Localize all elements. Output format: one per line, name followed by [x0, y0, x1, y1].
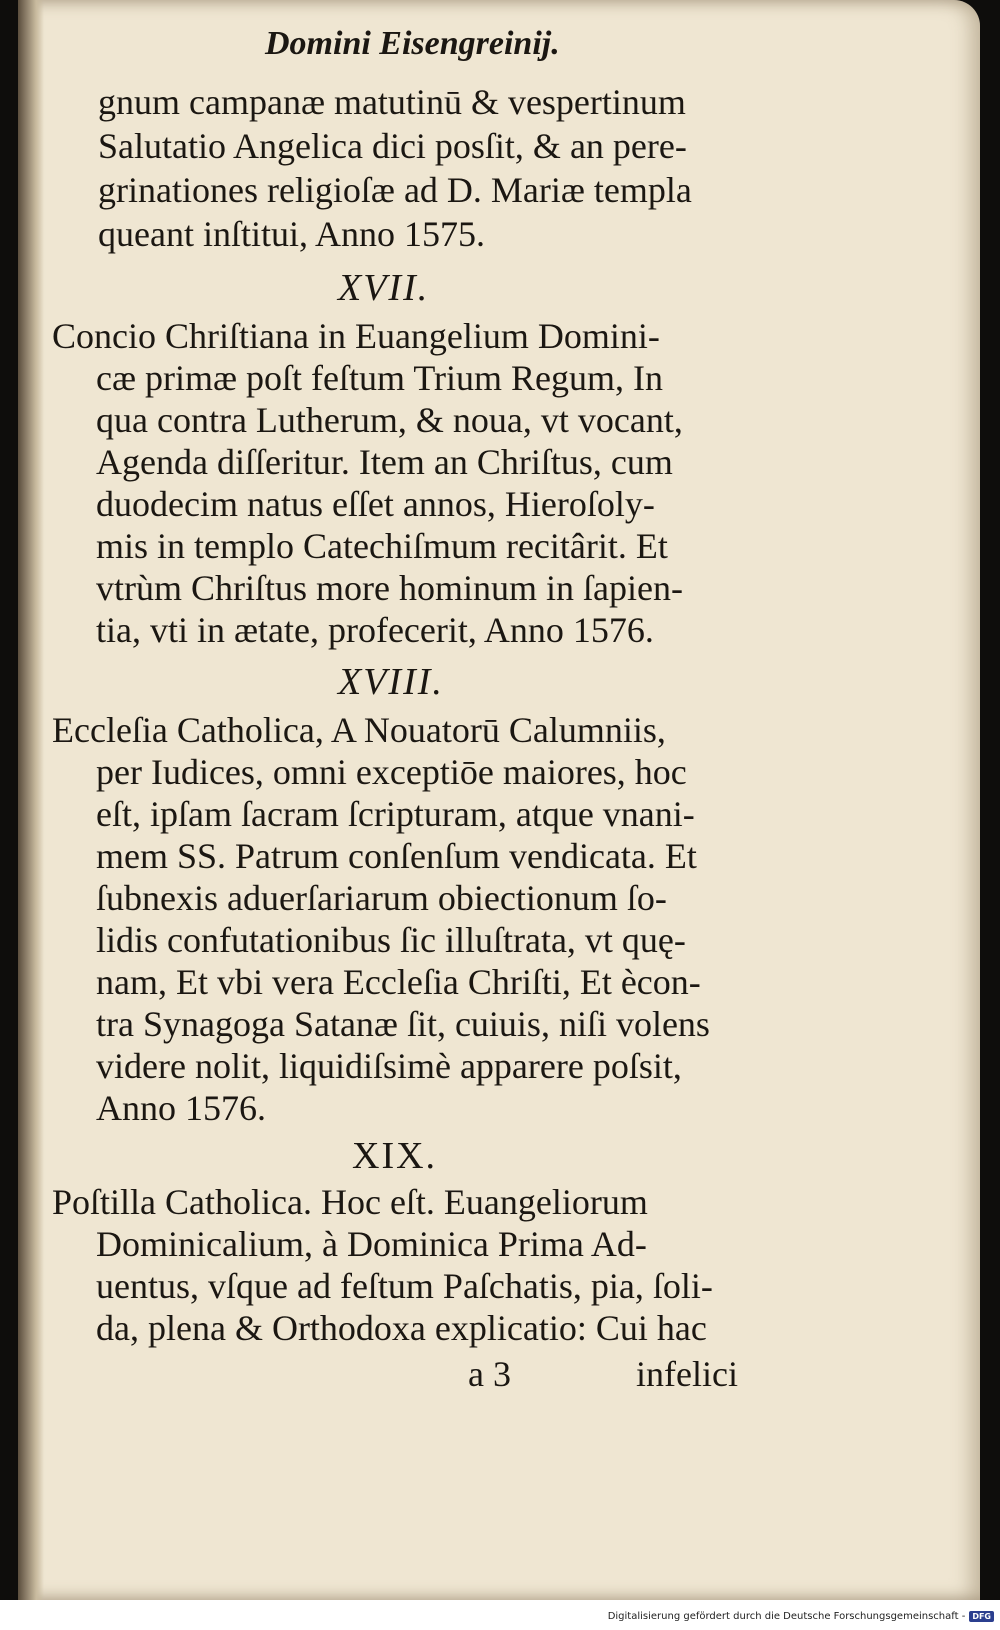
text-line: videre nolit, liquidiſsimè apparere poſsit,: [96, 1046, 682, 1086]
text-line: mem SS. Patrum conſenſum vendicata. Et: [96, 836, 697, 876]
text-line: grinationes religioſæ ad D. Mariæ templa: [98, 170, 692, 210]
text-line: Eccleſia Catholica, A Nouatorū Calumniis,: [52, 710, 666, 750]
footer-text: Digitalisierung gefördert durch die Deutsche Forschungsgemeinschaft -: [607, 1611, 966, 1622]
text-line: Concio Chriſtiana in Euangelium Domini-: [52, 316, 660, 356]
text-line: mis in templo Catechiſmum recitârit. Et: [96, 526, 668, 566]
text-line: tia, vti in ætate, profecerit, Anno 1576.: [96, 610, 654, 650]
text-line: uentus, vſque ad feſtum Paſchatis, pia, ſoli-: [96, 1266, 713, 1306]
text-line: tra Synagoga Satanæ ſit, cuiuis, niſi volens: [96, 1004, 710, 1044]
text-line: Anno 1576.: [96, 1088, 266, 1128]
text-line: ſubnexis aduerſariarum obiectionum ſo-: [96, 878, 667, 918]
text-line: vtrùm Chriſtus more hominum in ſapien-: [96, 568, 683, 608]
text-line: per Iudices, omni exceptiōe maiores, hoc: [96, 752, 687, 792]
text-line: Dominicalium, à Dominica Prima Ad-: [96, 1224, 647, 1264]
running-head: Domini Eisengreinij.: [265, 25, 560, 62]
page-gutter: [18, 0, 44, 1600]
text-line: qua contra Lutherum, & noua, vt vocant,: [96, 400, 683, 440]
dfg-logo[interactable]: DFG: [969, 1611, 994, 1622]
text-line: lidis confutationibus ſic illuſtrata, vt quę-: [96, 920, 686, 960]
section-numeral: XIX.: [352, 1135, 438, 1177]
text-line: eſt, ipſam ſacram ſcripturam, atque vnani-: [96, 794, 695, 834]
signature-mark: a 3: [468, 1354, 511, 1394]
text-line: da, plena & Orthodoxa explicatio: Cui hac: [96, 1308, 707, 1348]
text-line: Agenda diſſeritur. Item an Chriſtus, cum: [96, 442, 673, 482]
section-numeral: XVIII.: [338, 661, 444, 703]
text-line: Poſtilla Catholica. Hoc eſt. Euangeliorum: [52, 1182, 648, 1222]
text-line: duodecim natus eſſet annos, Hieroſoly-: [96, 484, 655, 524]
text-line: queant inſtitui, Anno 1575.: [98, 214, 485, 254]
text-line: nam, Et vbi vera Eccleſia Chriſti, Et ècon-: [96, 962, 701, 1002]
text-line: gnum campanæ matutinū & vespertinum: [98, 82, 686, 122]
section-numeral: XVII.: [338, 267, 430, 309]
footer: [608, 1611, 994, 1622]
catchword: infelici: [636, 1354, 738, 1394]
text-line: cæ primæ poſt feſtum Trium Regum, In: [96, 358, 664, 398]
text-line: Salutatio Angelica dici posſit, & an pere-: [98, 126, 687, 166]
